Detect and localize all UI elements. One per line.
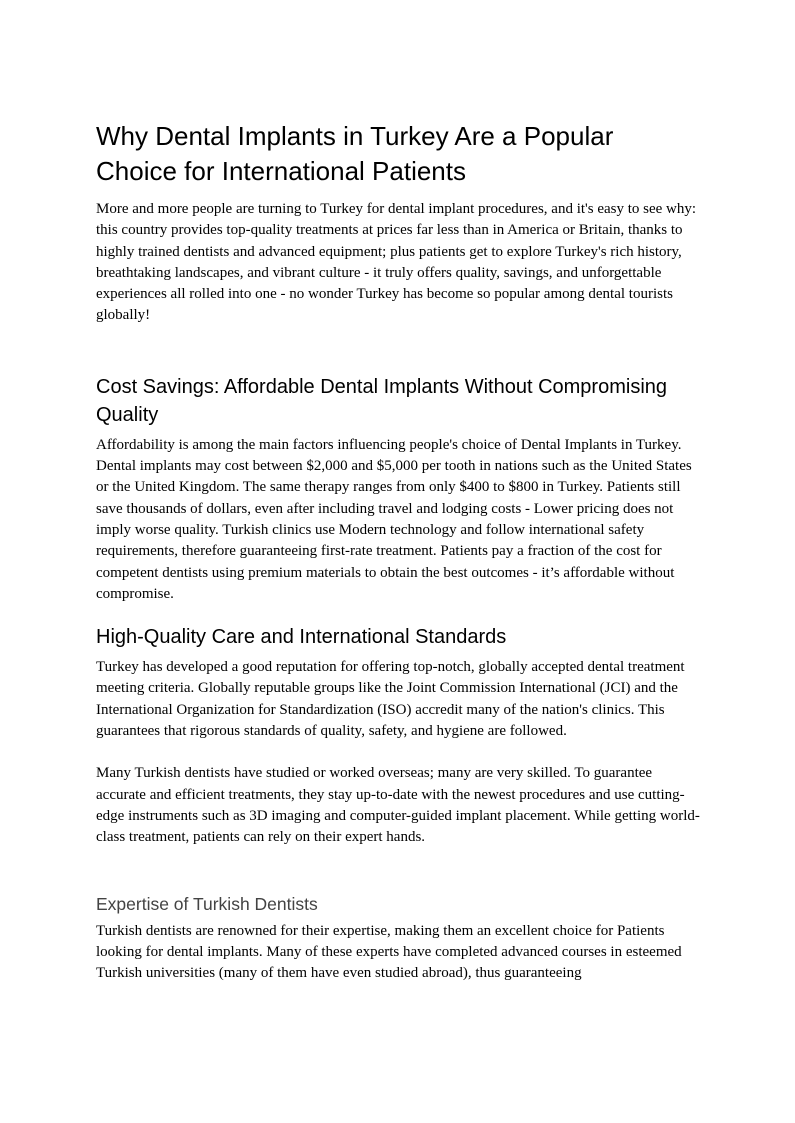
section-paragraph: Turkish dentists are renowned for their expertise, making them an excellent choice for Patients looking for dental implants. Many of these experts have completed advanced courses in esteemed Turkish universities (many of them have even studied abroad), thus guaranteeing xyxy=(96,922,682,982)
document-title: Why Dental Implants in Turkey Are a Popular Choice for International Patients xyxy=(96,121,614,186)
subsection-heading: Expertise of Turkish Dentists xyxy=(96,893,318,914)
intro-paragraph: More and more people are turning to Turkey for dental implant procedures, and it's easy to see why: this country provides top-quality treatments at prices far less than in America or Britain, thanks to highly trained dentists and advanced equipment; plus patients get to explore Turkey's rich history, breathtaking landscapes, and vibrant culture - it truly offers quality, savings, and unforgettable experiences all rolled into one - no wonder Turkey has become so popular among dental tourists globally! xyxy=(96,201,697,324)
section-cost-savings xyxy=(96,373,700,605)
section-heading: High-Quality Care and International Standards xyxy=(96,626,507,649)
section-paragraph: Affordability is among the main factors influencing people's choice of Dental Implants in Turkey. Dental implants may cost between $2,000 and $5,000 per tooth in nations such as the United States or the United Kingdom. The same therapy ranges from only $400 to $800 in Turkey. Patients still save thousands of dollars, even after including travel and lodging costs - Lower pricing does not imply worse quality. Turkish clinics use Modern technology and follow international safety requirements, therefore guaranteeing first-rate treatment. Patients pay a fraction of the cost for competent dentists using premium materials to obtain the best outcomes - it’s affordable without compromise. xyxy=(96,436,692,602)
section-expertise xyxy=(96,893,700,985)
document-page xyxy=(96,119,700,984)
section-paragraph: Many Turkish dentists have studied or worked overseas; many are very skilled. To guarantee accurate and efficient treatments, they stay up-to-date with the newest procedures and use cutting-edge instruments such as 3D imaging and computer-guided implant placement. While getting world-class treatment, patients can rely on their expert hands. xyxy=(96,765,700,846)
section-heading: Cost Savings: Affordable Dental Implants Without Compromising Quality xyxy=(96,375,668,426)
section-paragraph: Turkey has developed a good reputation for offering top-notch, globally accepted dental treatment meeting criteria. Globally reputable groups like the Joint Commission International (JCI) and the International Organization for Standardization (ISO) accredit many of the nation's clinics. This guarantees that rigorous standards of quality, safety, and hygiene are followed. xyxy=(96,659,685,740)
section-quality-care xyxy=(96,623,700,848)
